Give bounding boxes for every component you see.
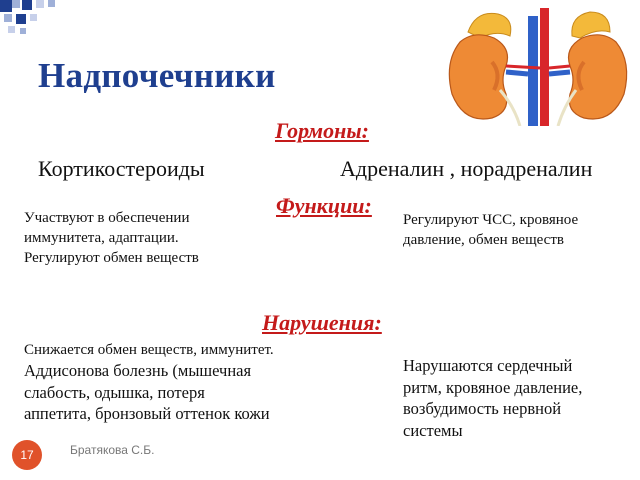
right-hormone: Адреналин , норадреналин [340, 156, 593, 181]
left-function-line: Участвуют в обеспечении [24, 210, 190, 226]
decorative-squares [0, 0, 80, 40]
left-disorder-line: слабость, одышка, потеря [24, 382, 205, 402]
right-disorder-line: системы [403, 420, 463, 440]
right-function-line: Регулируют ЧСС, кровяное [403, 212, 579, 228]
kidney-illustration [440, 2, 636, 126]
left-hormone: Кортикостероиды [38, 156, 205, 181]
left-function-line: Регулируют обмен веществ [24, 250, 199, 266]
right-function-line: давление, обмен веществ [403, 232, 564, 248]
disorders-header: Нарушения: [262, 310, 382, 335]
hormones-header: Гормоны: [275, 118, 369, 143]
left-disorder-line: Аддисонова болезнь (мышечная [24, 361, 252, 380]
right-disorder-line: Нарушаются сердечный [403, 356, 573, 375]
slide-number-badge: 17 [12, 440, 42, 470]
right-disorder-line: ритм, кровяное давление, [403, 377, 583, 397]
left-disorder-line: аппетита, бронзовый оттенок кожи [24, 404, 270, 423]
left-function-line: иммунитета, адаптации. [24, 230, 179, 246]
left-disorders-text [24, 340, 274, 425]
right-functions-text [403, 210, 578, 250]
left-functions-text [24, 208, 199, 268]
right-disorder-line: возбудимость нервной [403, 399, 562, 418]
right-disorders-text [403, 355, 582, 441]
left-disorder-line: Снижается обмен веществ, иммунитет. [24, 342, 274, 358]
slide-title: Надпочечники [38, 56, 276, 95]
author-label: Братякова С.Б. [70, 443, 155, 457]
functions-header: Функции: [276, 193, 372, 218]
